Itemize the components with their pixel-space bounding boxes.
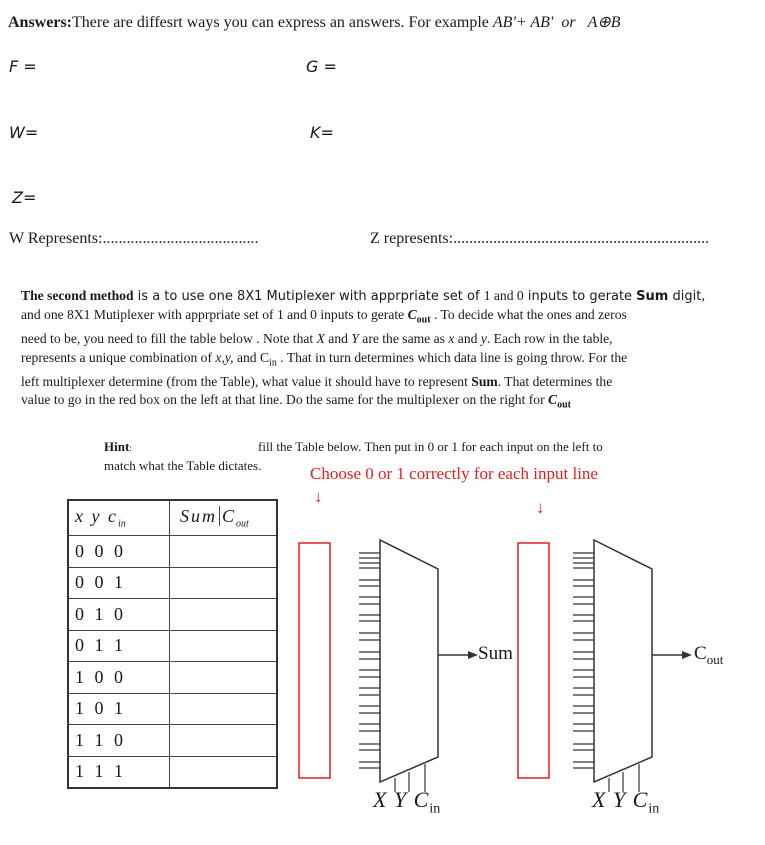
second-method-paragraph: The second method is a to use one 8X1 Mutiplexer with apprpriate set of 1 and 0 inputs to gerate Sum digit, and one 8X1 Mutiplexer with apprpriate set of 1 and 0 inputs to gerate $C_{out}$ . To decide what the ones and zeros need to be, you need to fill the table below . Note that X and Y are the same as x and y. Each row in the table, represents a unique combination of x,y, and $C_{in}$ . That in turn determines which data line is going throw. For the left multiplexer determine (from the Table), what value it should have to represent Sum. That determines the value to go in the red box on the left at that line. Do the same for the multiplexer on the right for $C_{out}$ bbox=[21, 288, 706, 411]
table-row: 1 0 1 bbox=[68, 693, 170, 725]
down-arrow-icon: ↓ bbox=[536, 498, 545, 517]
hint-label: Hint: bbox=[104, 439, 132, 454]
example-expr-1: AB'+ AB' bbox=[492, 14, 554, 31]
answers-label: Answers: bbox=[8, 14, 72, 31]
table-row: 0 1 0 bbox=[68, 599, 170, 631]
hint-text-2: match what the Table dictates. bbox=[104, 458, 262, 473]
sum-output-label: Sum bbox=[478, 643, 513, 664]
sum-mux-body bbox=[380, 540, 438, 782]
sum-mux-select-label: X Y $C_{in}$ bbox=[373, 787, 441, 817]
g-field-label: G = bbox=[306, 57, 337, 76]
table-row: 1 0 0 bbox=[68, 662, 170, 694]
table-row: 1 1 1 bbox=[68, 756, 170, 788]
cout-mux-body bbox=[594, 540, 652, 782]
example-expr-2: A⊕B bbox=[587, 14, 621, 31]
w-represents: W Represents:....................................... bbox=[9, 230, 259, 247]
table-row: 0 0 1 bbox=[68, 567, 170, 599]
table-row: 0 1 1 bbox=[68, 630, 170, 662]
choose-instruction: Choose 0 or 1 correctly for each input line bbox=[310, 464, 598, 483]
cout-mux-select-label: X Y $C_{in}$ bbox=[592, 787, 660, 817]
table-row: 0 0 0 bbox=[68, 536, 170, 568]
down-arrow-icon: ↓ bbox=[314, 487, 323, 506]
z-field-label: Z= bbox=[12, 188, 37, 207]
second-method-bold: The second method bbox=[21, 288, 134, 303]
w-field-label: W= bbox=[9, 123, 39, 142]
arrow-right-icon bbox=[682, 651, 692, 659]
k-field-label: K= bbox=[310, 123, 334, 142]
hint-text-1: fill the Table below. Then put in 0 or 1 for each input on the left to bbox=[258, 439, 603, 454]
or-word: or bbox=[561, 14, 576, 31]
cout-output-label: $C_{out}$ bbox=[694, 643, 724, 667]
table-row: 1 1 0 bbox=[68, 725, 170, 757]
cout-mux-inputs bbox=[573, 553, 594, 768]
header-xyc: x y $c_{in}$ bbox=[68, 500, 170, 536]
z-represents: Z represents:................................................................ bbox=[370, 230, 710, 247]
sum-input-box[interactable] bbox=[299, 543, 330, 778]
arrow-right-icon bbox=[468, 651, 478, 659]
cout-input-box[interactable] bbox=[518, 543, 549, 778]
sum-mux-inputs bbox=[359, 553, 380, 768]
answers-text: There are diffesrt ways you can express an answers. For example bbox=[72, 14, 493, 31]
f-field-label: F = bbox=[9, 57, 37, 76]
header-sum-cout: Sum $C_{out}$ bbox=[170, 500, 278, 536]
